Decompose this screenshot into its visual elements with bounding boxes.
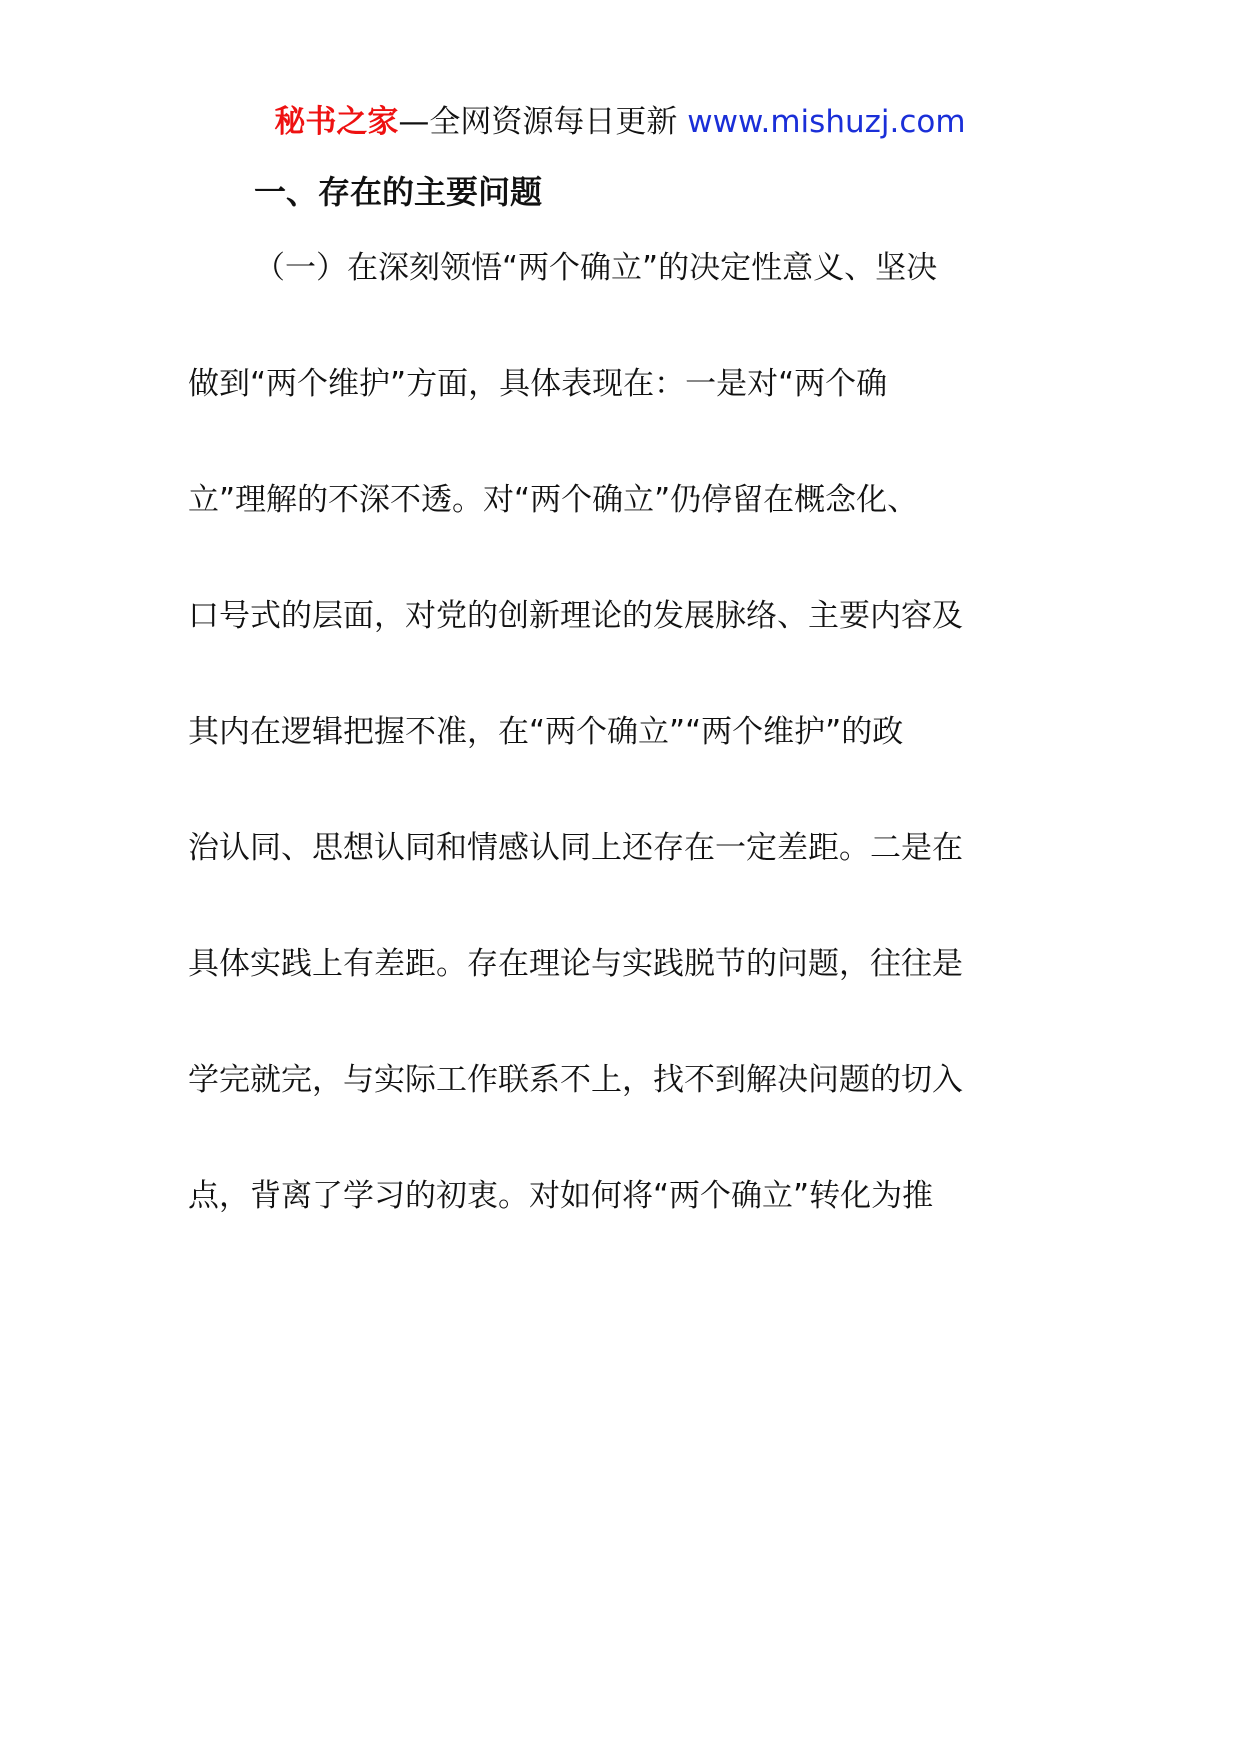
paragraph-line: 其内在逻辑把握不准，在“两个确立”“两个维护”的政 — [188, 714, 904, 750]
paragraph-line: 做到“两个维护”方面，具体表现在：一是对“两个确 — [188, 366, 888, 402]
paragraph-line: 点，背离了学习的初衷。对如何将“两个确立”转化为推 — [188, 1178, 934, 1214]
header-tagline: —全网资源每日更新 — [398, 104, 678, 140]
paragraph-line: 口号式的层面，对党的创新理论的发展脉络、主要内容及 — [188, 598, 963, 634]
paragraph-line: 治认同、思想认同和情感认同上还存在一定差距。二是在 — [188, 830, 963, 866]
paragraph-line: （一）在深刻领悟“两个确立”的决定性意义、坚决 — [254, 250, 938, 286]
page-header — [0, 100, 1240, 144]
paragraph-line: 立”理解的不深不透。对“两个确立”仍停留在概念化、 — [188, 482, 919, 518]
site-url-link[interactable]: www.mishuzj.com — [687, 104, 966, 140]
paragraph-line: 具体实践上有差距。存在理论与实践脱节的问题，往往是 — [188, 946, 963, 982]
brand-name: 秘书之家 — [274, 104, 399, 140]
section-heading: 一、存在的主要问题 — [254, 173, 543, 211]
paragraph-line: 学完就完，与实际工作联系不上，找不到解决问题的切入 — [188, 1062, 963, 1098]
